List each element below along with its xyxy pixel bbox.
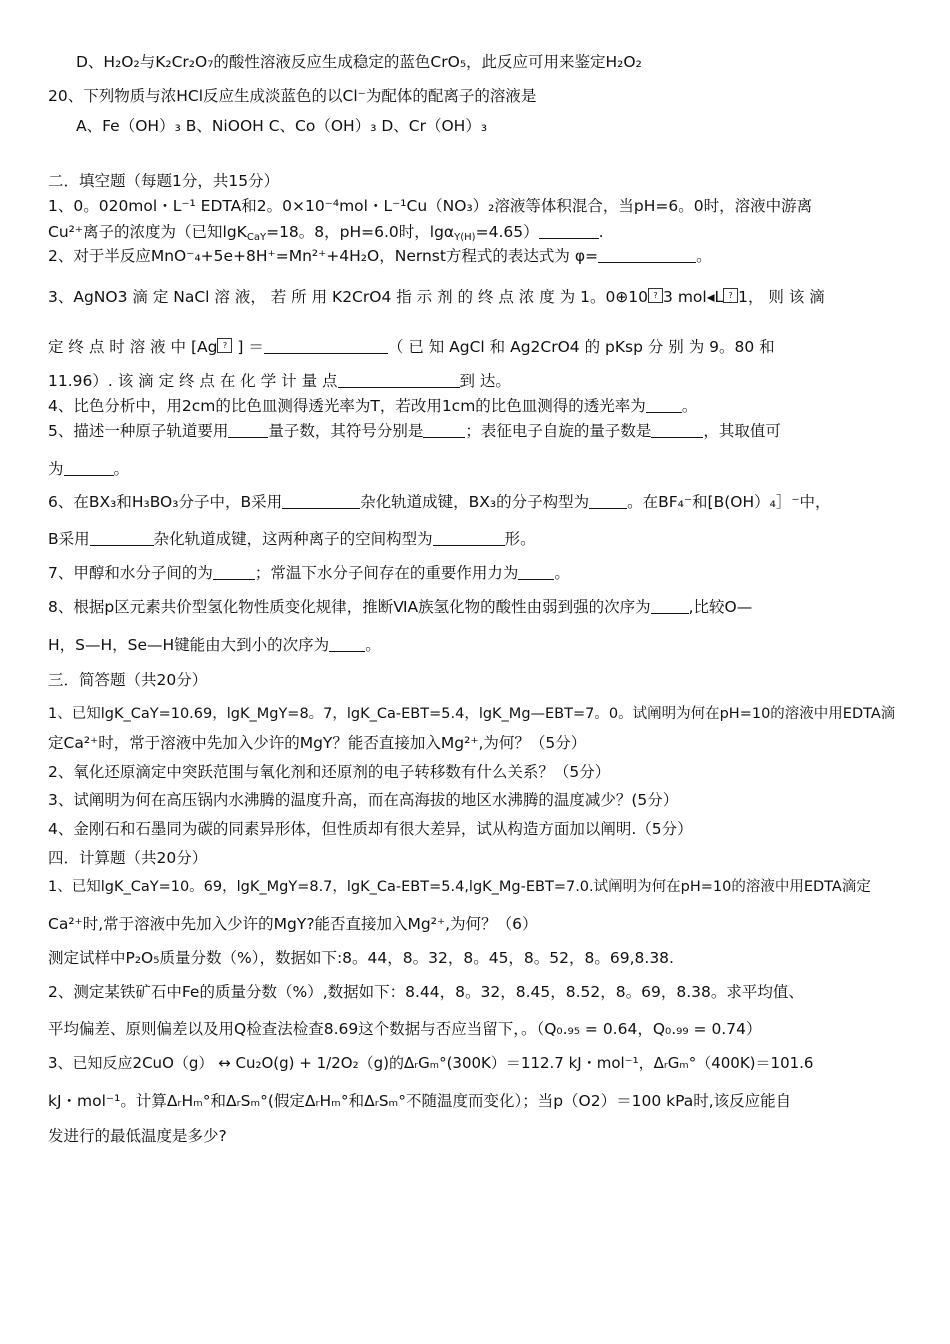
- answer-blank: [264, 338, 388, 354]
- answer-blank: [646, 397, 682, 413]
- answer-blank: [64, 460, 114, 476]
- short-q2: 2、氧化还原滴定中突跃范围与氧化剂和还原剂的电子转移数有什么关系？（5分）: [48, 763, 611, 781]
- fill-q1-line1: 1、0。020mol・L⁻¹ EDTA和2。0×10⁻⁴mol・L⁻¹Cu（NO₃）₂溶液等体积混合，当pH=6。0时，溶液中游离: [48, 197, 813, 215]
- short-q1-line2: 定Ca²⁺时，常于溶液中先加入少许的MgY？能否直接加入Mg²⁺,为何？（5分）: [48, 734, 587, 752]
- answer-blank: [518, 564, 554, 580]
- answer-blank: [329, 636, 365, 652]
- calc-q3-line1: 3、已知反应2CuO（g） ↔ Cu₂O(g) + 1/2O₂（g)的ΔᵣGₘ°(300K）＝112.7 kJ・mol⁻¹，ΔᵣGₘ°（400K)＝101.6: [48, 1054, 814, 1072]
- short-q1-line1: 1、已知lgK_CaY=10.69，lgK_MgY=8。7，lgK_Ca-EBT=5.4，lgK_Mg—EBT=7。0。试阐明为何在pH=10的溶液中用EDTA滴: [48, 706, 896, 722]
- answer-blank: [589, 493, 627, 509]
- calc-q2-line2: 平均偏差、原则偏差以及用Q检查法检查8.69这个数据与否应当留下，。（Q₀.₉₅ = 0.64，Q₀.₉₉ = 0.74）: [48, 1020, 762, 1038]
- answer-blank: [423, 422, 465, 438]
- fill-q1-line2: Cu²⁺离子的浓度为（已知lgK$_{CaY}$=18。8，pH=6.0时，lgα$_{Y(H)}$=4.65） .: [48, 223, 604, 243]
- fill-q5-line1: 5、描述一种原子轨道要用 量子数，其符号分别是 ；表征电子自旋的量子数是 ，其取值可: [48, 422, 781, 440]
- missing-glyph-icon: ?: [723, 288, 738, 303]
- fill-q5-line2: 为 。: [48, 460, 130, 478]
- fill-q3-line3: 11.96）. 该 滴 定 终 点 在 化 学 计 量 点 到 达。: [48, 372, 511, 390]
- answer-blank: [433, 530, 505, 546]
- section-3-heading: 三．简答题（共20分）: [48, 671, 208, 689]
- answer-blank: [651, 422, 703, 438]
- fill-q8-line1: 8、根据p区元素共价型氢化物性质变化规律，推断ⅥA族氢化物的酸性由弱到强的次序为 ,比较O—: [48, 598, 753, 616]
- answer-blank: [539, 223, 599, 239]
- fill-q2: 2、对于半反应MnO⁻₄+5e+8H⁺=Mn²⁺+4H₂O，Nernst方程式的表达式为 φ= 。: [48, 247, 712, 265]
- missing-glyph-icon: ?: [648, 288, 663, 303]
- fill-q6-line1: 6、在BX₃和H₃BO₃分子中，B采用 杂化轨道成键，BX₃的分子构型为 。在BF₄⁻和[B(OH）₄］⁻中，: [48, 493, 831, 511]
- section-4-heading: 四．计算题（共20分）: [48, 849, 208, 867]
- calc-q1-line3: 测定试样中P₂O₅质量分数（%），数据如下:8。44，8。32，8。45，8。52，8。69,8.38.: [48, 949, 674, 967]
- section-2-heading: 二．填空题（每题1分，共15分）: [48, 172, 280, 190]
- calc-q2-line1: 2、测定某铁矿石中Fe的质量分数（%）,数据如下：8.44，8。32，8.45，8.52，8。69，8.38。求平均值、: [48, 983, 804, 1001]
- q19-option-d: D、H₂O₂与K₂Cr₂O₇的酸性溶液反应生成稳定的蓝色CrO₅，此反应可用来鉴定H₂O₂: [76, 53, 642, 71]
- answer-blank: [651, 598, 689, 614]
- fill-q3-line1: 3、AgNO3 滴 定 NaCl 溶 液， 若 所 用 K2CrO4 指 示 剂 的 终 点 浓 度 为 1。0⊕10 ? 3 mol◂L ? 1， 则 该 滴: [48, 288, 825, 306]
- answer-blank: [213, 564, 255, 580]
- fill-q3-line2: 定 终 点 时 溶 液 中 [Ag ? ] ＝ （ 已 知 AgCl 和 Ag2CrO4 的 pKsp 分 别 为 9。80 和: [48, 338, 775, 356]
- calc-q3-line2: kJ・mol⁻¹。计算ΔᵣHₘ°和ΔᵣSₘ°(假定ΔᵣHₘ°和ΔᵣSₘ°不随温度而变化）；当p（O2）＝100 kPa时,该反应能自: [48, 1092, 792, 1110]
- calc-q1-line1: 1、已知lgK_CaY=10。69，lgK_MgY=8.7，lgK_Ca-EBT=5.4,lgK_Mg-EBT=7.0.试阐明为何在pH=10的溶液中用EDTA滴定: [48, 879, 871, 895]
- q20-options: A、Fe（OH）₃ B、NiOOH C、Co（OH）₃ D、Cr（OH）₃: [76, 117, 488, 135]
- answer-blank: [338, 372, 460, 388]
- answer-blank: [282, 493, 360, 509]
- calc-q1-line2: Ca²⁺时,常于溶液中先加入少许的MgY?能否直接加入Mg²⁺,为何？（6）: [48, 915, 538, 933]
- fill-q6-line2: B采用 杂化轨道成键，这两种离子的空间构型为 形。: [48, 530, 536, 548]
- short-q4: 4、金刚石和石墨同为碳的同素异形体，但性质却有很大差异，试从构造方面加以阐明.（5分）: [48, 820, 693, 838]
- calc-q3-line3: 发进行的最低温度是多少?: [48, 1127, 227, 1145]
- fill-q8-line2: H，S—H，Se—H键能由大到小的次序为 。: [48, 636, 381, 654]
- fill-q4: 4、比色分析中，用2cm的比色皿测得透光率为T，若改用1cm的比色皿测得的透光率为 。: [48, 397, 698, 415]
- missing-glyph-icon: ?: [217, 338, 232, 353]
- answer-blank: [90, 530, 154, 546]
- short-q3: 3、试阐明为何在高压锅内水沸腾的温度升高，而在高海拔的地区水沸腾的温度减少？(5分）: [48, 791, 679, 809]
- answer-blank: [228, 422, 268, 438]
- fill-q7: 7、甲醇和水分子间的为 ；常温下水分子间存在的重要作用力为 。: [48, 564, 570, 582]
- q20-stem: 20、下列物质与浓HCl反应生成淡蓝色的以Cl⁻为配体的配离子的溶液是: [48, 87, 537, 105]
- answer-blank: [598, 247, 696, 263]
